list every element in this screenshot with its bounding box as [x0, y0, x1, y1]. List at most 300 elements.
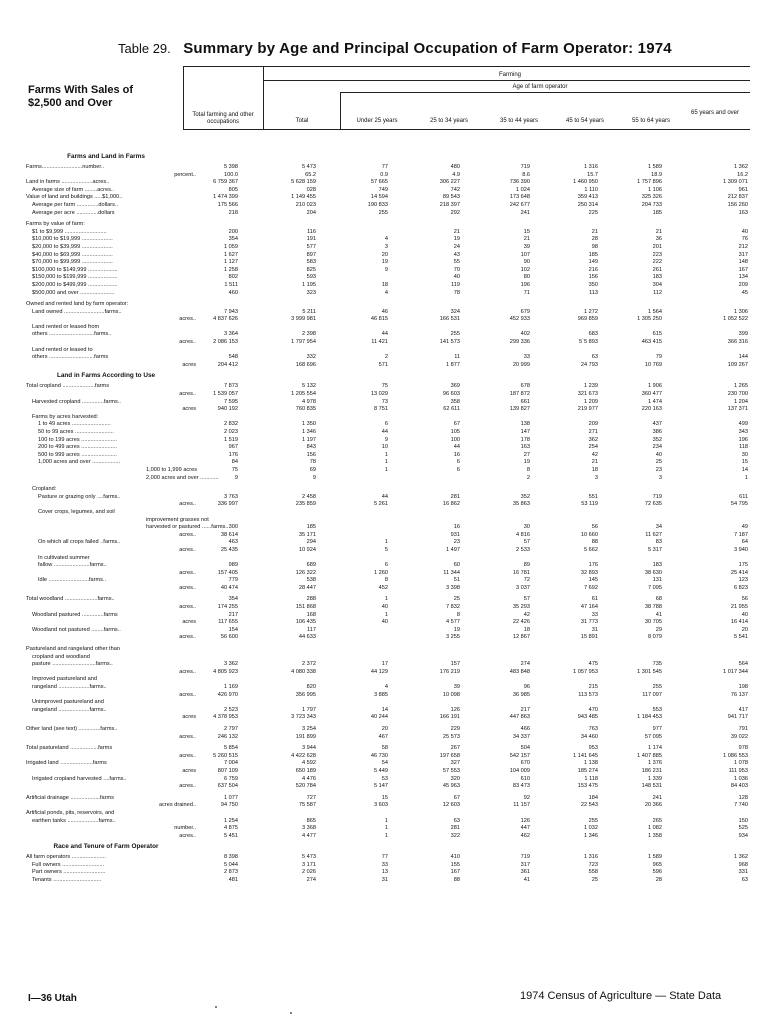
cell-value: 3 [594, 474, 598, 481]
cell-value: 3 603 [374, 802, 388, 809]
cell-value: 255 [652, 684, 662, 690]
table-row [26, 634, 748, 642]
cell-value: 2 523 [224, 706, 238, 713]
cell-value: 45 [741, 289, 748, 296]
cell-value: 325 326 [641, 194, 662, 201]
cell-value: 43 [453, 251, 460, 258]
cell-value: 2 873 [224, 869, 238, 876]
cell-value: 447 [520, 825, 530, 832]
cell-value: 30 705 [644, 619, 662, 626]
row-label: 2,000 acres and over ............ [146, 474, 219, 481]
row-label: Total pastureland ..................farms [26, 745, 113, 752]
cell-value: 463 415 [641, 339, 662, 346]
cell-value: 57 665 [370, 179, 388, 186]
cell-value: 76 [741, 236, 748, 243]
cell-value: 183 [652, 562, 662, 569]
table-row [26, 810, 748, 818]
cell-value: 100.0 [224, 171, 238, 178]
table-row [26, 429, 748, 437]
cell-value: 953 [588, 745, 598, 752]
cell-value: 1 627 [224, 251, 238, 258]
cell-value: 57 553 [442, 767, 460, 774]
cell-value: 128 [738, 794, 748, 801]
scan-speck [290, 1012, 292, 1014]
cell-value: 18 [591, 466, 598, 473]
cell-value: 229 [450, 725, 460, 732]
cell-value: 6 [456, 466, 460, 473]
cell-value: 75 587 [298, 802, 316, 809]
cell-value: 359 413 [577, 194, 598, 201]
cell-value: 2 458 [302, 493, 316, 500]
row-label: $10,000 to $19,999 .................... [32, 236, 113, 243]
cell-value: 504 [520, 745, 530, 752]
row-label: acres.. [179, 733, 196, 740]
cell-value: 96 603 [442, 391, 460, 398]
section-heading: Race and Tenure of Farm Operator [53, 843, 159, 851]
cell-value: 281 [450, 825, 460, 832]
table-row [26, 532, 748, 540]
cell-value: 323 [306, 289, 316, 296]
row-label: harvested or pastured ......farms.. [146, 524, 229, 531]
cell-value: 204 [306, 209, 316, 216]
cell-value: 4 [384, 684, 388, 690]
row-label: cropland and woodland [32, 653, 90, 660]
row-label: others .............................farms.. [32, 331, 112, 338]
cell-value: 75 [381, 383, 388, 390]
cell-value: 58 [381, 745, 388, 752]
cell-value: 028 [306, 186, 316, 193]
cell-value: 5 449 [374, 767, 388, 774]
cell-value: 564 [738, 661, 748, 668]
cell-value: 216 [588, 266, 598, 273]
cell-value: 191 899 [295, 733, 316, 740]
cell-value: 31 [591, 626, 598, 633]
row-label: 200 to 499 acres ....................... [38, 444, 117, 451]
cell-value: 21 955 [730, 604, 748, 611]
table-row [26, 391, 748, 399]
cell-value: 593 [306, 274, 316, 281]
cell-value: 56 [591, 524, 598, 531]
cell-value: 360 477 [641, 391, 662, 398]
cell-value: 39 [453, 684, 460, 690]
cell-value: 51 [453, 577, 460, 584]
cell-value: 106 435 [295, 619, 316, 626]
cell-value: 2 086 153 [213, 339, 238, 346]
cell-value: 452 [378, 584, 388, 591]
cell-value: 176 [228, 451, 238, 458]
cell-value: 42 [591, 451, 598, 458]
table-row [26, 833, 748, 841]
cell-value: 218 [228, 209, 238, 216]
header-age-group: Age of farm operator [512, 84, 568, 90]
cell-value: 204 412 [217, 361, 238, 368]
cell-value: 191 [306, 236, 316, 243]
cell-value: 317 [520, 861, 530, 868]
cell-value: 254 [588, 444, 598, 451]
cell-value: 2 [526, 474, 530, 481]
cell-value: 184 [588, 794, 598, 801]
cell-value: 57 [523, 596, 530, 603]
cell-value: 5 473 [302, 854, 316, 861]
row-label: $40,000 to $69,999 .................... [32, 251, 113, 258]
cell-value: 197 658 [439, 752, 460, 759]
cell-value: 145 [588, 577, 598, 584]
cell-value: 742 [450, 186, 460, 193]
table-row [26, 475, 748, 483]
cell-value: 77 [381, 854, 388, 861]
footer-source: 1974 Census of Agriculture — State Data [520, 990, 722, 1002]
cell-value: 148 [738, 259, 748, 266]
cell-value: 25 [591, 877, 598, 884]
cell-value: 727 [306, 794, 316, 801]
cell-value: 978 [738, 745, 748, 752]
cell-value: 30 [523, 524, 530, 531]
cell-value: 10 769 [644, 361, 662, 368]
cell-value: 306 227 [439, 179, 460, 186]
row-label: acres drained.. [158, 802, 196, 809]
table-title [118, 40, 672, 58]
cell-value: 38 630 [644, 569, 662, 576]
cell-value: 463 [228, 539, 238, 546]
row-label: Unimproved pastureland and [32, 699, 104, 706]
cell-value: 57 [523, 539, 530, 546]
cell-value: 144 [738, 354, 748, 361]
table-row [26, 362, 748, 370]
row-label: All farm operators ...................... [26, 854, 106, 861]
cell-value: 1 [384, 611, 388, 618]
cell-value: 18 [381, 281, 388, 288]
cell-value: 1 [384, 817, 388, 824]
cell-value: 23 [453, 539, 460, 546]
table-row [26, 301, 748, 309]
cell-value: 44 [381, 493, 388, 500]
table-row [26, 229, 748, 237]
cell-value: 324 [450, 308, 460, 315]
cell-value: 89 543 [442, 194, 460, 201]
cell-value: 8 [526, 466, 530, 473]
table-row [26, 164, 748, 172]
cell-value: 113 573 [578, 691, 598, 698]
cell-value: 53 119 [581, 501, 598, 508]
table-row [26, 252, 748, 260]
cell-value: 1 474 [648, 398, 662, 405]
cell-value: 185 [306, 524, 316, 531]
header-col-rule [263, 66, 264, 130]
cell-value: 11 627 [645, 531, 662, 538]
cell-value: 1 077 [224, 794, 238, 801]
cell-value: 210 023 [295, 201, 316, 208]
cell-value: 362 [588, 436, 598, 443]
table-row [26, 179, 748, 187]
row-label: acres [182, 361, 196, 368]
cell-value: 36 [655, 236, 662, 243]
cell-value: 75 [231, 466, 238, 473]
cell-value: 1 169 [224, 684, 238, 690]
row-label: Woodland not pastured ........farms.. [32, 626, 121, 633]
cell-value: 25 414 [730, 569, 748, 576]
cell-value: 481 [228, 877, 238, 884]
cell-value: 7 095 [648, 584, 662, 591]
cell-value: 7 943 [224, 308, 238, 315]
table-row [26, 692, 748, 700]
cell-value: 5 260 515 [213, 752, 238, 759]
cell-value: 14 [381, 706, 388, 713]
cell-value: 119 [451, 281, 460, 288]
cell-value: 72 635 [644, 501, 662, 508]
cell-value: 56 600 [220, 634, 238, 641]
cell-value: 167 [450, 869, 460, 876]
cell-value: 118 [739, 444, 748, 451]
cell-value: 779 [228, 577, 238, 584]
cell-value: 163 [738, 209, 748, 216]
header-45-54: 45 to 54 years [565, 118, 605, 124]
cell-value: 1 511 [224, 281, 238, 288]
cell-value: 15 [523, 228, 530, 235]
cell-value: 79 [655, 354, 662, 361]
cell-value: 84 403 [730, 783, 748, 790]
cell-value: 7 740 [734, 802, 748, 809]
cell-value: 1 [384, 466, 388, 473]
table-row [26, 862, 748, 870]
cell-value: 689 [306, 562, 316, 569]
cell-value: 21 [523, 236, 530, 243]
cell-value: 16 [453, 524, 460, 531]
cell-value: 186 231 [641, 767, 662, 774]
row-label: Pasture or grazing only ....farms.. [38, 493, 121, 500]
row-label: acres.. [179, 783, 196, 790]
cell-value: 44 [381, 331, 388, 338]
cell-value: 749 [378, 186, 388, 193]
cell-value: 21 [591, 459, 598, 466]
section-heading: Farms and Land in Farms [67, 153, 145, 160]
cell-value: 45 963 [442, 783, 460, 790]
cell-value: 4 805 923 [213, 668, 238, 675]
cell-value: 3 398 [446, 584, 460, 591]
cell-value: 4 [384, 236, 388, 243]
cell-value: 33 [381, 861, 388, 868]
cell-value: 23 [655, 466, 662, 473]
cell-value: 167 [738, 266, 748, 273]
row-label: acres.. [179, 339, 196, 346]
cell-value: 156 260 [727, 201, 748, 208]
table-row [26, 684, 748, 692]
row-label: Average size of farm ........acres.. [32, 186, 114, 193]
cell-value: 3 037 [516, 584, 530, 591]
table-row [26, 877, 748, 885]
cell-value: 3 999 981 [291, 316, 316, 323]
cell-value: 212 [738, 243, 748, 250]
cell-value: 967 [228, 444, 238, 451]
table-row [26, 414, 748, 422]
row-label: Other land (see text) ..............farms.. [26, 725, 118, 732]
cell-value: 483 848 [509, 668, 530, 675]
cell-value: 6 759 [224, 775, 238, 782]
cell-value: 292 [450, 209, 460, 216]
table-row [26, 768, 748, 776]
row-label: acres.. [179, 546, 196, 553]
cell-value: 28 [655, 877, 662, 884]
cell-value: 410 [450, 854, 460, 861]
cell-value: 20 [381, 251, 388, 258]
cell-value: 1 017 344 [723, 668, 748, 675]
cell-value: 24 [453, 243, 460, 250]
cell-value: 255 [588, 817, 598, 824]
cell-value: 331 [738, 869, 748, 876]
cell-value: 24 793 [580, 361, 598, 368]
row-label: acres.. [179, 604, 196, 611]
row-label: Land rented or leased to [32, 346, 93, 353]
row-label: 1,000 acres and over .................. [38, 459, 121, 466]
cell-value: 321 673 [577, 391, 598, 398]
cell-value: 1 309 071 [723, 179, 748, 186]
cell-value: 1 082 [648, 825, 662, 832]
cell-value: 102 [520, 266, 530, 273]
row-label: Improved pastureland and [32, 676, 97, 683]
cell-value: 54 795 [730, 501, 748, 508]
table-row [26, 244, 748, 252]
table-row [26, 547, 748, 555]
cell-value: 212 837 [727, 194, 748, 201]
row-label: 1 to 49 acres ......................... [38, 421, 111, 428]
cell-value: 288 [306, 596, 316, 603]
row-label: pasture ............................farms.. [32, 661, 113, 668]
cell-value: 520 784 [295, 783, 316, 790]
page-number: I—36 Utah [28, 993, 77, 1004]
cell-value: 1 024 [516, 186, 530, 193]
scan-speck [215, 1006, 217, 1008]
cell-value: 157 405 [217, 569, 238, 576]
table-row [26, 776, 748, 784]
cell-value: 791 [738, 725, 748, 732]
row-label: number.. [174, 825, 196, 832]
table-row [26, 654, 748, 662]
cell-value: 300 [228, 524, 238, 531]
row-label: others .............................farms [32, 354, 109, 361]
cell-value: 185 274 [577, 767, 598, 774]
row-label: fallow .......................farms.. [38, 562, 107, 569]
row-label: rangeland ....................farms.. [32, 684, 107, 690]
header-farming: Farming [498, 72, 521, 78]
cell-value: 2 398 [302, 331, 316, 338]
table-row [26, 172, 748, 180]
cell-value: 11 [454, 354, 460, 361]
cell-value: 94 750 [220, 802, 238, 809]
cell-value: 4 592 [302, 760, 316, 767]
cell-value: 178 [520, 436, 530, 443]
cell-value: 209 [738, 281, 748, 288]
cell-value: 1 [384, 451, 388, 458]
cell-value: 40 [453, 274, 460, 281]
cell-value: 96 [523, 684, 530, 690]
cell-value: 354 [228, 596, 238, 603]
cell-value: 36 985 [512, 691, 530, 698]
cell-value: 941 717 [727, 714, 748, 721]
cell-value: 78 [309, 459, 316, 466]
cell-value: 218 397 [439, 201, 460, 208]
cell-value: 865 [306, 817, 316, 824]
cell-value: 9 [234, 474, 238, 481]
stub-heading: Farms With Sales of $2,500 and Over [28, 84, 134, 109]
cell-value: 4 875 [224, 825, 238, 832]
header-25-34: 25 to 34 years [429, 118, 469, 124]
cell-value: 452 933 [509, 316, 530, 323]
cell-value: 156 [306, 451, 316, 458]
table-row [26, 539, 748, 547]
cell-value: 0.9 [380, 171, 388, 178]
cell-value: 426 970 [217, 691, 238, 698]
table-row [26, 714, 748, 722]
cell-value: 98 [591, 243, 598, 250]
cell-value: 61 [591, 596, 598, 603]
table-row [26, 486, 748, 494]
cell-value: 553 [652, 706, 662, 713]
cell-value: 437 [652, 421, 662, 428]
cell-value: 1 118 [584, 775, 598, 782]
row-label: Artificial drainage ...................farms [26, 794, 114, 801]
row-label: Farms..........................number.. [26, 164, 105, 170]
cell-value: 1 110 [584, 186, 598, 193]
table-row [26, 236, 748, 244]
row-label: On which all crops failed ..farms.. [38, 539, 121, 546]
table-row [26, 399, 748, 407]
cell-value: 175 566 [217, 201, 238, 208]
row-label: acres.. [179, 531, 196, 538]
cell-value: 336 997 [217, 501, 238, 508]
cell-value: 343 [738, 429, 748, 435]
cell-value: 5 451 [224, 832, 238, 839]
cell-value: 7 832 [446, 604, 460, 611]
cell-value: 5 628 159 [291, 179, 316, 186]
cell-value: 33 [591, 611, 598, 618]
cell-value: 185 [588, 251, 598, 258]
row-label: Average per farm ..............dollars.. [32, 201, 119, 208]
cell-value: 217 [520, 706, 530, 713]
cell-value: 1 877 [446, 361, 460, 368]
cell-value: 11 421 [371, 339, 388, 346]
cell-value: 134 [738, 274, 748, 281]
cell-value: 220 163 [641, 406, 662, 413]
cell-value: 719 [652, 493, 662, 500]
table-row [26, 795, 748, 803]
table-row [26, 444, 748, 452]
table-row [26, 324, 748, 332]
table-row [26, 854, 748, 862]
table-row [26, 825, 748, 833]
cell-value: 352 [520, 493, 530, 500]
table-row [26, 562, 748, 570]
cell-value: 1 305 250 [637, 316, 662, 323]
cell-value: 46 730 [370, 752, 388, 759]
row-label: Idle ..........................farms.. [38, 577, 107, 584]
cell-value: 44 [381, 429, 388, 435]
cell-value: 62 611 [443, 406, 460, 413]
cell-value: 255 [450, 331, 460, 338]
cell-value: 19 [523, 459, 530, 466]
cell-value: 3 171 [302, 861, 316, 868]
cell-value: 20 999 [512, 361, 530, 368]
cell-value: 117 655 [218, 619, 238, 626]
cell-value: 1 239 [584, 383, 598, 390]
row-label: $20,000 to $39,999 .................... [32, 243, 113, 250]
cell-value: 22 543 [580, 802, 598, 809]
cell-value: 76 137 [730, 691, 748, 698]
cell-value: 17 [381, 661, 388, 668]
cell-value: 1 474 399 [213, 194, 238, 201]
table-row [26, 421, 748, 429]
cell-value: 3 723 343 [291, 714, 316, 721]
cell-value: 661 [520, 398, 530, 405]
cell-value: 6 [384, 421, 388, 428]
